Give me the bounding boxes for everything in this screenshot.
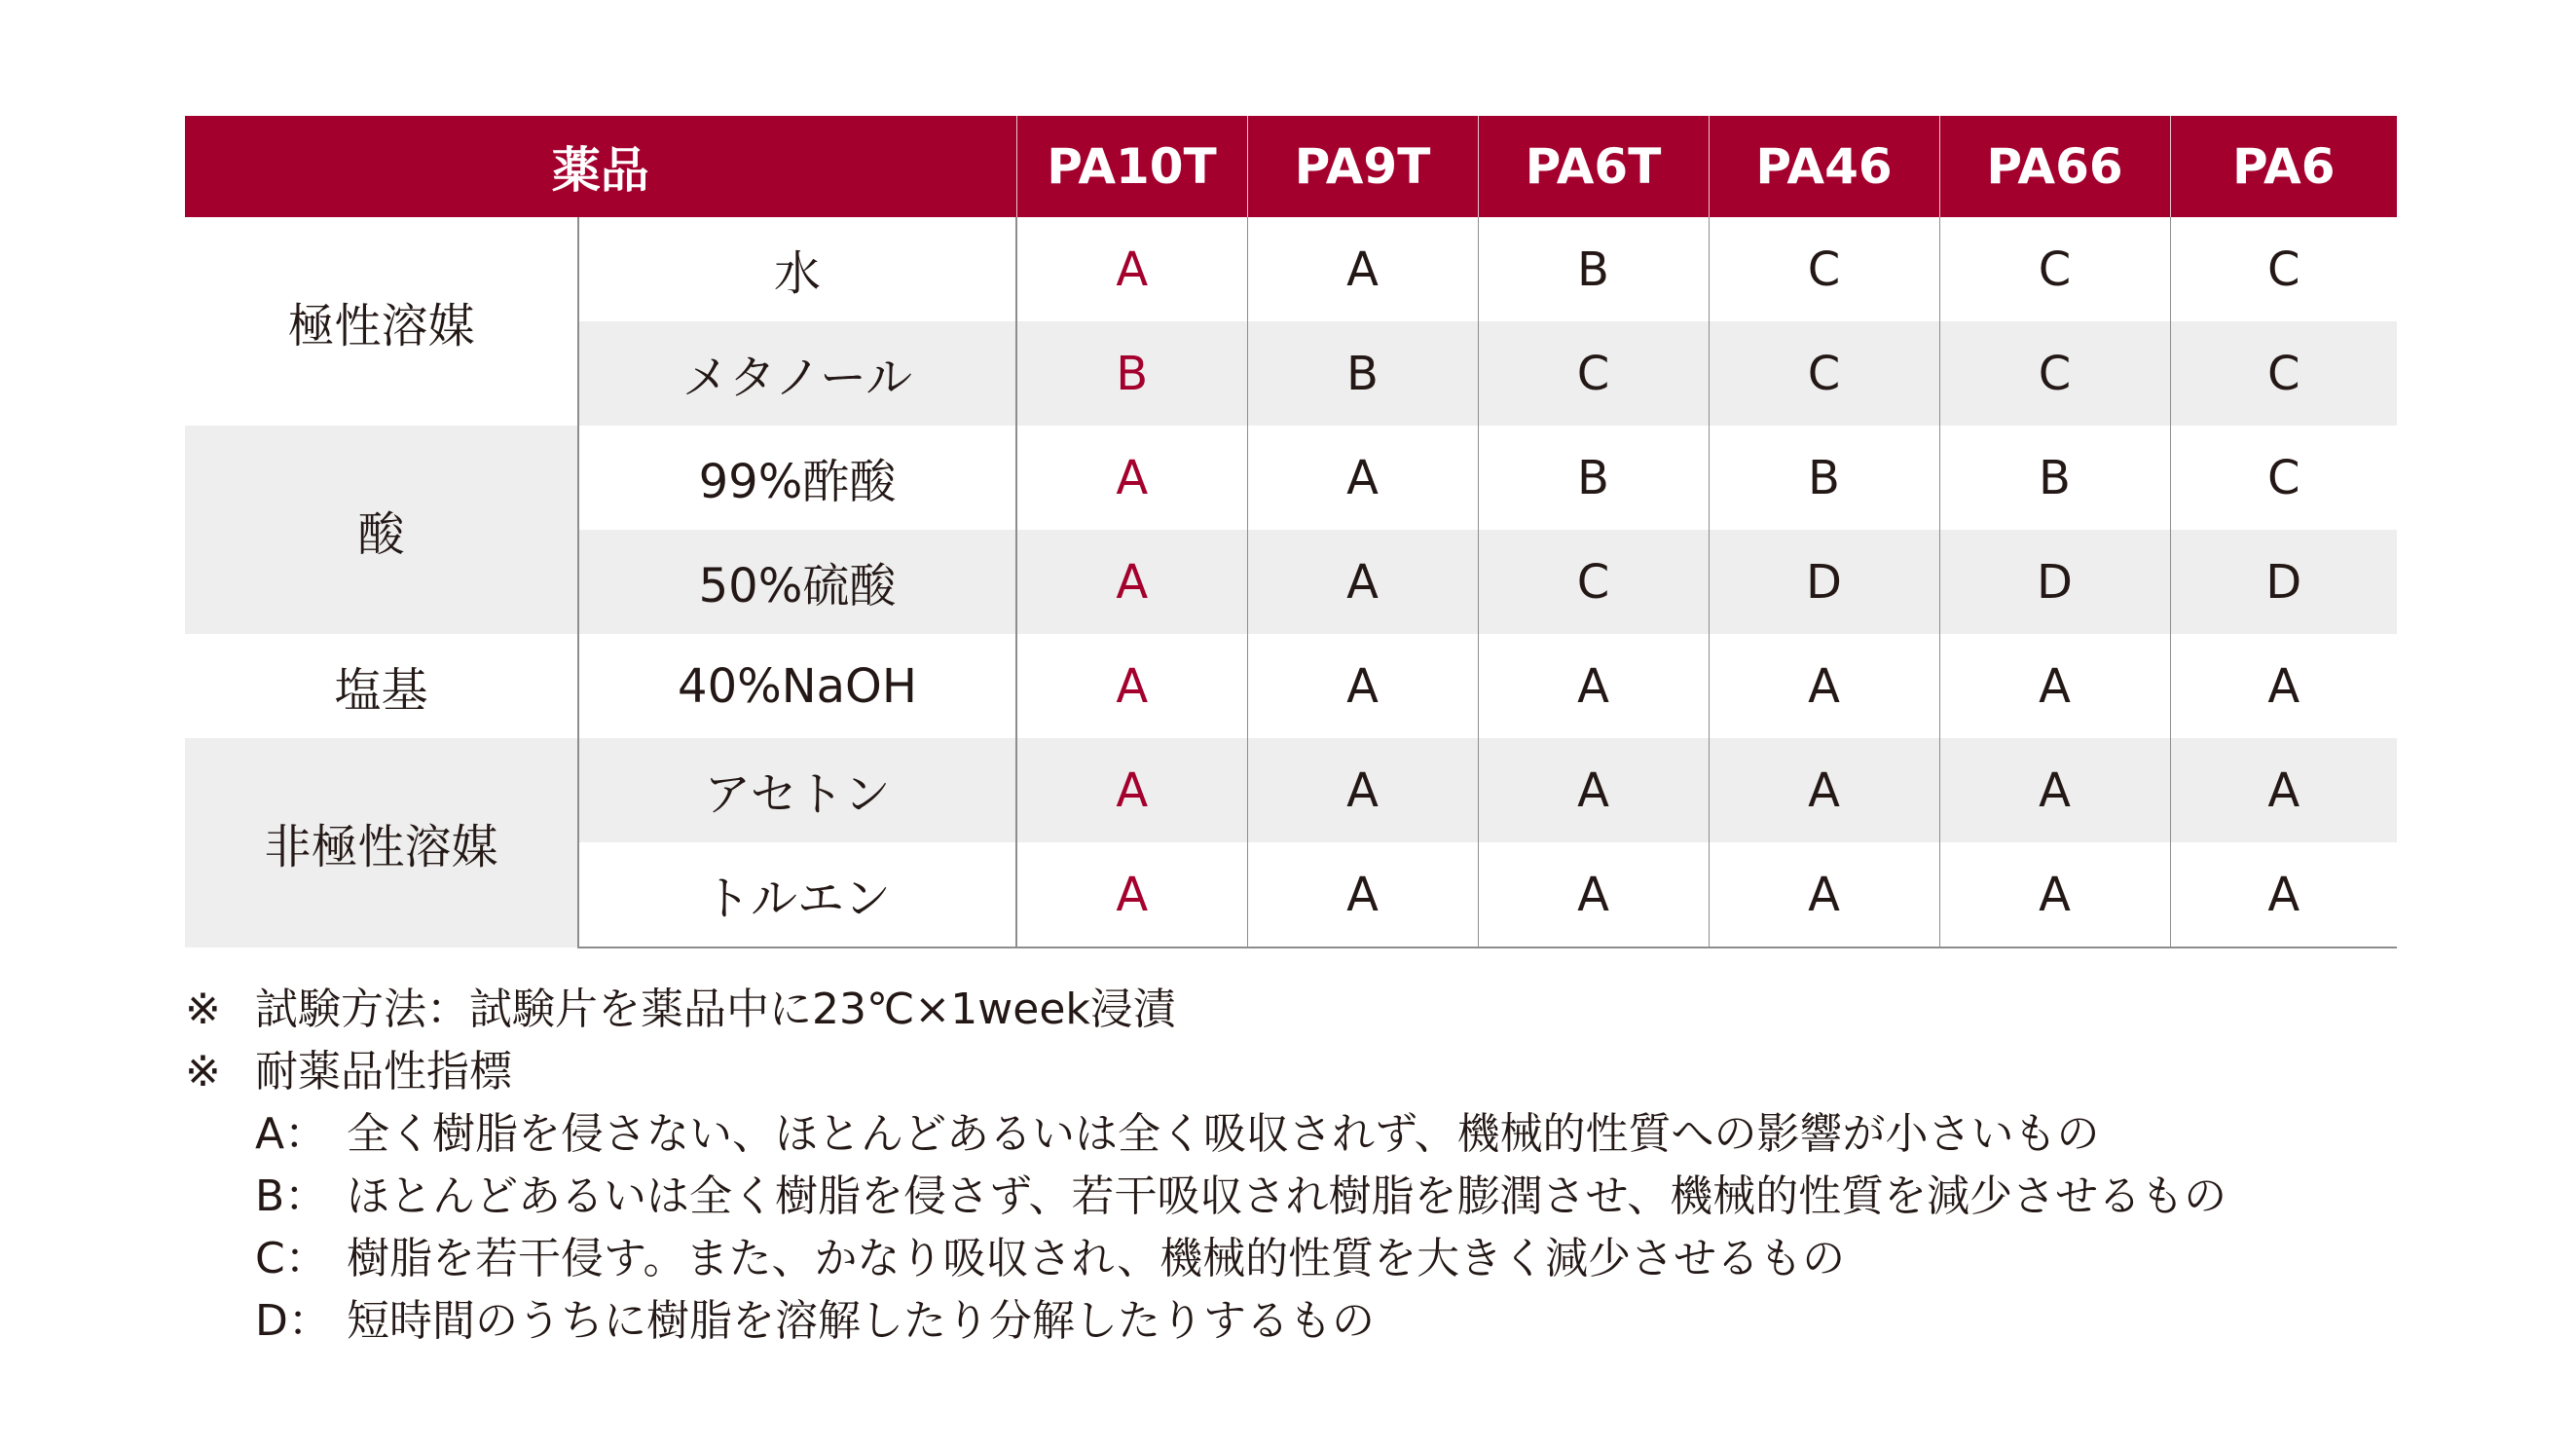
- header-col-pa6t: PA6T: [1478, 116, 1709, 217]
- grade-text: 短時間のうちに樹脂を溶解したり分解したりするもの: [347, 1296, 1375, 1346]
- grade-label: C：: [255, 1234, 328, 1283]
- table-header: [185, 116, 2397, 217]
- table-row: [185, 426, 2397, 530]
- rating-cell: A: [1939, 738, 2170, 842]
- rating-cell: A: [1939, 634, 2170, 738]
- group-label-nonpolar-solvent: 非極性溶媒: [185, 738, 578, 947]
- rating-cell: B: [1939, 426, 2170, 530]
- group-label-base: 塩基: [185, 634, 578, 738]
- rating-cell: C: [2170, 217, 2397, 321]
- rating-cell: A: [1016, 842, 1247, 947]
- rating-cell: A: [1116, 554, 1149, 610]
- rating-cell: A: [1247, 426, 1478, 530]
- chemical-name: アセトン: [578, 738, 1016, 842]
- rating-cell: A: [2170, 634, 2397, 738]
- grade-text: 全く樹脂を侵さない、ほとんどあるいは全く吸収されず、機械的性質への影響が小さいもの: [347, 1109, 2100, 1159]
- group-label-acid: 酸: [185, 426, 578, 634]
- header-col-pa10t: PA10T: [1016, 116, 1247, 217]
- note-test-method: [185, 979, 2226, 1041]
- index-title-text: 耐薬品性指標: [255, 1047, 512, 1096]
- table-row: [185, 634, 2397, 738]
- rating-cell: A: [2170, 738, 2397, 842]
- rating-cell: A: [2170, 842, 2397, 947]
- chemical-name: 99%酢酸: [578, 426, 1016, 530]
- grade-definition: [185, 1228, 2226, 1290]
- rating-cell: B: [1478, 426, 1709, 530]
- grade-label: A：: [255, 1109, 328, 1159]
- table-row: [185, 217, 2397, 321]
- grade-definition: [185, 1166, 2226, 1228]
- grade-label: B：: [255, 1171, 328, 1221]
- grade-text: ほとんどあるいは全く樹脂を侵さず、若干吸収され樹脂を膨潤させ、機械的性質を減少させるもの: [347, 1171, 2227, 1221]
- rating-cell: A: [1709, 634, 1939, 738]
- rating-cell: C: [1478, 321, 1709, 426]
- table-body: [185, 217, 2397, 947]
- rating-cell: B: [1478, 217, 1709, 321]
- chemical-resistance-table: [185, 116, 2397, 948]
- rating-cell: A: [1116, 658, 1149, 714]
- header-col-pa6: PA6: [2170, 116, 2397, 217]
- grade-definition: [185, 1103, 2226, 1166]
- header-row: [185, 116, 2397, 217]
- chemical-name: 40%NaOH: [578, 634, 1016, 738]
- header-col-pa66: PA66: [1939, 116, 2170, 217]
- rating-cell: C: [1709, 217, 1939, 321]
- reference-mark: ※: [185, 985, 221, 1034]
- rating-cell: D: [1709, 530, 1939, 634]
- rating-cell: C: [1939, 321, 2170, 426]
- test-method-text: 試験方法：試験片を薬品中に23℃×1week浸漬: [255, 985, 1176, 1034]
- rating-cell: C: [1939, 217, 2170, 321]
- chemical-name: トルエン: [578, 842, 1016, 947]
- rating-cell: A: [1478, 738, 1709, 842]
- chemical-name: 50%硫酸: [578, 530, 1016, 634]
- rating-cell: A: [1247, 217, 1478, 321]
- rating-cell: C: [2170, 426, 2397, 530]
- rating-cell: A: [1709, 842, 1939, 947]
- rating-cell: A: [1116, 762, 1149, 818]
- grade-label: D：: [255, 1296, 331, 1346]
- rating-cell: A: [1478, 842, 1709, 947]
- rating-cell: C: [2170, 321, 2397, 426]
- rating-cell: B: [1247, 321, 1478, 426]
- table-row: [185, 738, 2397, 842]
- footnotes: [185, 979, 2226, 1353]
- rating-cell: B: [1116, 346, 1149, 401]
- rating-cell: A: [1116, 242, 1149, 297]
- group-label-polar-solvent: 極性溶媒: [185, 217, 578, 426]
- rating-cell: A: [1116, 450, 1149, 505]
- grade-definition: [185, 1290, 2226, 1353]
- reference-mark: ※: [185, 1047, 221, 1096]
- rating-cell: B: [1709, 426, 1939, 530]
- rating-cell: D: [1939, 530, 2170, 634]
- header-col-pa9t: PA9T: [1247, 116, 1478, 217]
- chemical-name: 水: [578, 217, 1016, 321]
- grade-text: 樹脂を若干侵す。また、かなり吸収され、機械的性質を大きく減少させるもの: [347, 1234, 1846, 1283]
- rating-cell: A: [1709, 738, 1939, 842]
- rating-cell: A: [1247, 842, 1478, 947]
- rating-cell: C: [1709, 321, 1939, 426]
- rating-cell: A: [1478, 634, 1709, 738]
- rating-cell: D: [2170, 530, 2397, 634]
- rating-cell: A: [1247, 530, 1478, 634]
- header-col-pa46: PA46: [1709, 116, 1939, 217]
- rating-cell: A: [1939, 842, 2170, 947]
- header-chemical: 薬品: [185, 116, 1016, 217]
- rating-cell: A: [1247, 634, 1478, 738]
- chemical-name: メタノール: [578, 321, 1016, 426]
- rating-cell: C: [1478, 530, 1709, 634]
- note-index-title: [185, 1041, 2226, 1103]
- rating-cell: A: [1247, 738, 1478, 842]
